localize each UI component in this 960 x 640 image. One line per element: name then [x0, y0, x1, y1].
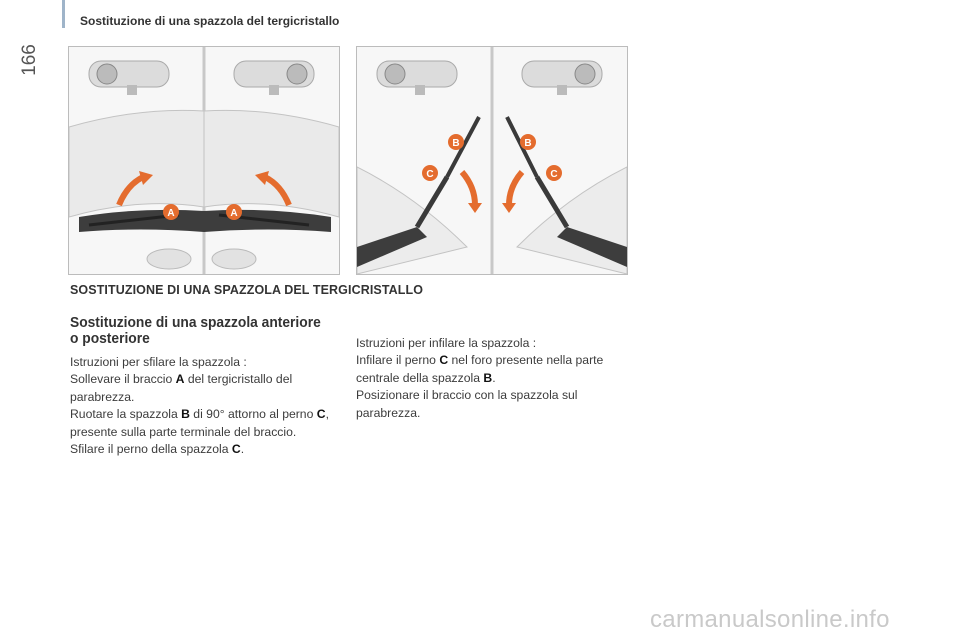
subsection-title-line1: Sostituzione di una spazzola anteriore	[70, 314, 321, 331]
header-accent-bar	[62, 0, 65, 28]
page-header-title: Sostituzione di una spazzola del tergicristallo	[80, 14, 340, 28]
label-A-left: A	[167, 208, 175, 219]
label-C-left: C	[426, 169, 434, 180]
removal-step-2: Ruotare la spazzola B di 90° attorno al perno C, presente sulla parte terminale del braccio.	[70, 407, 329, 439]
fitting-step-1: Infilare il perno C nel foro presente nella parte centrale della spazzola B.	[356, 353, 604, 385]
subsection-title	[70, 315, 328, 347]
fitting-step-2: Posizionare il braccio con la spazzola sul parabrezza.	[356, 388, 578, 420]
label-B-right: B	[524, 138, 532, 149]
removal-step-3: Sfilare il perno della spazzola C.	[70, 442, 245, 457]
label-A-right: A	[230, 208, 238, 219]
subsection-title-line2: o posteriore	[70, 330, 150, 347]
fitting-intro: Istruzioni per infilare la spazzola :	[356, 336, 537, 350]
rear-wiper-illustration	[356, 46, 628, 275]
page-number: 166	[19, 44, 40, 76]
removal-instructions	[70, 354, 340, 458]
fitting-instructions	[356, 335, 626, 422]
removal-step-1: Sollevare il braccio A del tergicristallo del parabrezza.	[70, 372, 293, 404]
front-wiper-illustration	[68, 46, 340, 275]
section-caption: SOSTITUZIONE DI UNA SPAZZOLA DEL TERGICRISTALLO	[70, 283, 424, 297]
label-B-left: B	[452, 138, 460, 149]
watermark: carmanualsonline.info	[650, 606, 890, 633]
label-C-right: C	[550, 169, 558, 180]
removal-intro: Istruzioni per sfilare la spazzola :	[70, 355, 247, 369]
